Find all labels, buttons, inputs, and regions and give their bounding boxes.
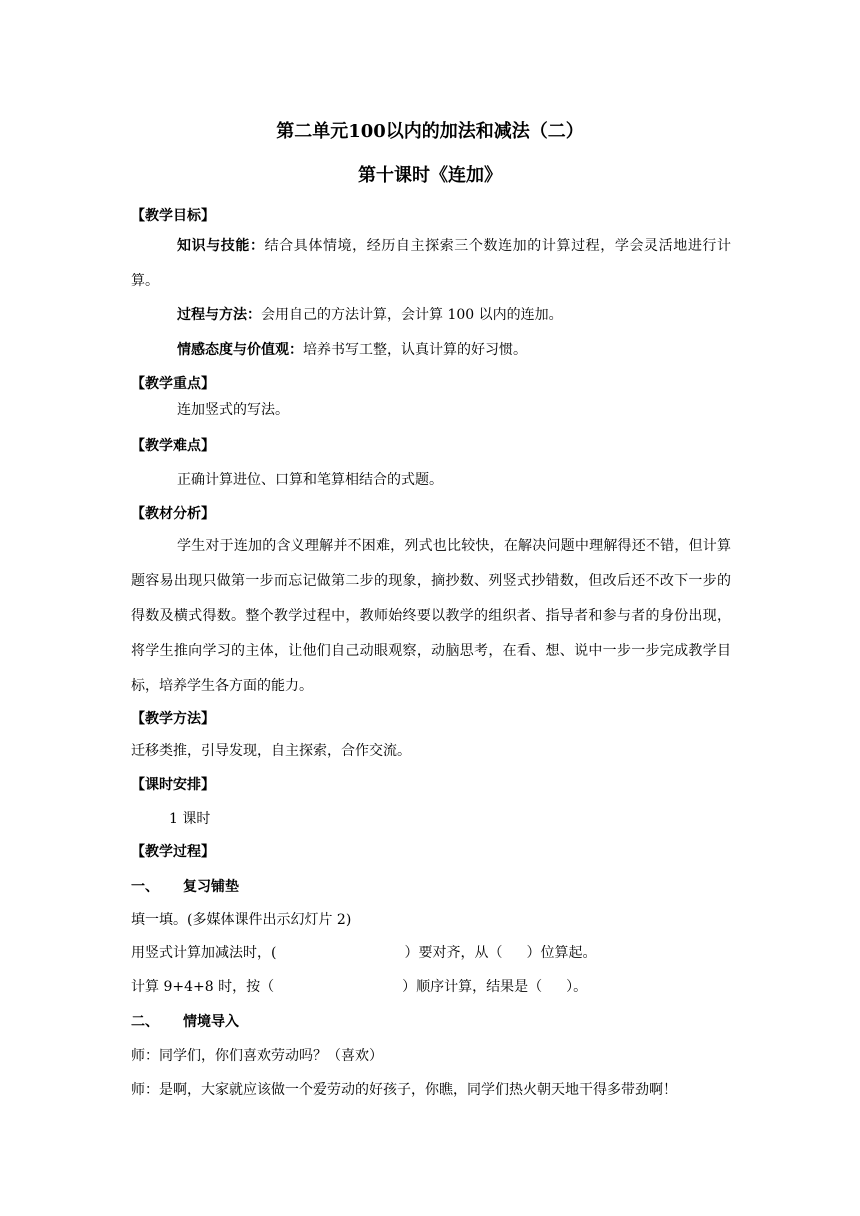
question-1-part-b: ）要对齐，从（ [404,945,503,961]
knowledge-text: 结合具体情境，经历自主探索三个数连加的计算过程，学会灵活地进行计算。 [131,238,732,289]
question-2 [131,976,587,996]
process-label: 过程与方法： [177,307,261,323]
section-review [131,876,239,896]
question-1-part-c: ）位算起。 [526,945,597,961]
key-points-heading: 【教学重点】 [131,376,215,392]
schedule-heading: 【课时安排】 [131,777,215,793]
section-review-title: 复习铺垫 [183,879,239,895]
emotion-text: 培养书写工整，认真计算的好习惯。 [303,342,527,358]
dialog-line-2: 师：是啊，大家就应该做一个爱劳动的好孩子，你瞧，同学们热火朝天地干得多带劲啊！ [131,1082,677,1098]
key-points-text: 连加竖式的写法。 [177,402,289,418]
question-2-part-a: 计算 9+4+8 时，按（ [131,979,275,995]
process-goal [177,304,563,324]
section-situation-number: 二、 [131,1014,159,1030]
question-2-part-c: ）。 [566,979,588,995]
emotion-label: 情感态度与价值观： [177,342,303,358]
fill-instruction: 填一填。(多媒体课件出示幻灯片 2) [131,912,352,928]
dialog-line-1: 师：同学们，你们喜欢劳动吗？（喜欢） [131,1048,383,1064]
knowledge-label: 知识与技能： [177,238,265,254]
section-review-number: 一、 [131,879,159,895]
question-2-part-b: ）顺序计算，结果是（ [402,979,543,995]
section-situation [131,1011,239,1031]
knowledge-goal [131,229,731,299]
schedule-text: 1 课时 [169,811,211,827]
goals-heading: 【教学目标】 [131,208,215,224]
difficulties-heading: 【教学难点】 [131,438,215,454]
process-heading: 【教学过程】 [131,844,215,860]
analysis-heading: 【教材分析】 [131,506,215,522]
difficulties-text: 正确计算进位、口算和笔算相结合的式题。 [177,472,443,488]
document-title: 第二单元100以内的加法和减法（二） [276,121,584,142]
question-1-part-a: 用竖式计算加减法时，( [131,945,277,961]
analysis-text: 学生对于连加的含义理解并不困难，列式也比较快，在解决问题中理解得还不错，但计算题容易出现只做第一步而忘记做第二步的现象，摘抄数、列竖式抄错数，但改后还不改下一步的得数及横式得数。整个教学过程中，教师始终要以教学的组织者、指导者和参与者的身份出现，将学生推向学习的主体，让他们自己动眼观察，动脑思考，在看、想、说中一步一步完成教学目标，培养学生各方面的能力。 [131,538,731,694]
emotion-goal [177,339,527,359]
process-text: 会用自己的方法计算，会计算 100 以内的连加。 [261,307,563,323]
section-situation-title: 情境导入 [183,1014,239,1030]
question-1 [131,942,596,962]
lesson-subtitle: 第十课时《连加》 [358,165,502,186]
methods-heading: 【教学方法】 [131,711,215,727]
methods-text: 迁移类推，引导发现，自主探索，合作交流。 [131,743,411,759]
